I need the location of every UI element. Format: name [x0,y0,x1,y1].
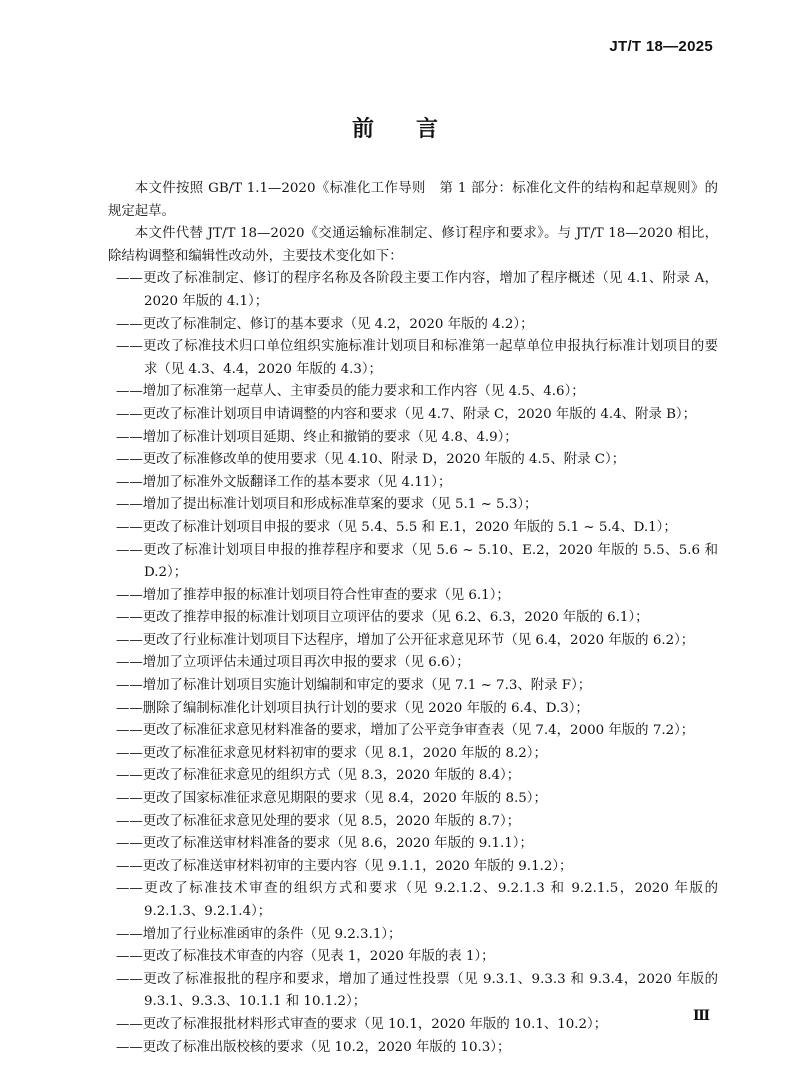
technical-changes-list [108,268,718,1059]
list-item: ——增加了提出标准计划项目和形成标准草案的要求（见 5.1 ~ 5.3）； [116,497,538,513]
list-item: ——更改了行业标准计划项目下达程序，增加了公开征求意见环节（见 6.4，2020 年版的 6.2）； [116,632,695,648]
list-item: ——增加了标准计划项目实施计划编制和审定的要求（见 7.1 ~ 7.3、附录 F）； [116,678,592,694]
list-item: ——更改了标准送审材料初审的主要内容（见 9.1.1，2020 年版的 9.1.2）； [116,858,573,874]
list-item: ——更改了标准计划项目申报的推荐程序和要求（见 5.6 ~ 5.10、E.2，2020 年版的 5.5、5.6 和 D.2）； [116,542,718,581]
list-item: ——更改了标准计划项目申请调整的内容和要求（见 4.7、附录 C，2020 年版的 4.4、附录 B）； [116,406,697,422]
list-item: ——增加了立项评估未通过项目再次申报的要求（见 6.6）； [116,655,470,671]
list-item: ——更改了标准技术审查的组织方式和要求（见 9.2.1.2、9.2.1.3 和 9.2.1.5，2020 年版的 9.2.1.3、9.2.1.4）； [116,881,718,919]
page-title: 前言 [351,117,480,142]
list-item: ——删除了编制标准化计划项目执行计划的要求（见 2020 年版的 6.4、D.3）； [116,700,589,716]
page-number: Ⅲ [692,1008,710,1024]
list-item: ——增加了推荐申报的标准计划项目符合性审查的要求（见 6.1）； [116,587,510,603]
paragraph-drafting-basis: 本文件按照 GB/T 1.1—2020《标准化工作导则 第 1 部分：标准化文件的结构和起草规则》的规定起草。 [108,181,718,219]
body-text [108,178,718,1059]
list-item: ——更改了标准出版校核的要求（见 10.2，2020 年版的 10.3）； [116,1039,511,1055]
list-item: ——更改了标准修改单的使用要求（见 4.10、附录 D，2020 年版的 4.5、附录 C）； [116,452,626,468]
list-item: ——增加了标准外文版翻译工作的基本要求（见 4.11）； [116,474,452,490]
list-item: ——更改了标准计划项目申报的要求（见 5.4、5.5 和 E.1，2020 年版的 5.1 ~ 5.4、D.1）； [116,519,677,535]
list-item: ——更改了标准技术归口单位组织实施标准计划项目和标准第一起草单位申报执行标准计划项目的要求（见 4.3、4.4，2020 年版的 4.3）； [116,339,718,377]
list-item: ——增加了标准计划项目延期、终止和撤销的要求（见 4.8、4.9）； [116,429,518,445]
list-item: ——更改了标准征求意见材料准备的要求，增加了公平竞争审查表（见 7.4，2000 年版的 7.2）； [116,723,695,739]
paragraph-replacement: 本文件代替 JT/T 18—2020《交通运输标准制定、修订程序和要求》。与 JT/T 18—2020 相比，除结构调整和编辑性改动外，主要技术变化如下： [108,226,718,264]
list-item: ——更改了标准送审材料准备的要求（见 8.6，2020 年版的 9.1.1）； [116,836,533,852]
list-item: ——增加了行业标准函审的条件（见 9.2.3.1）； [116,926,402,942]
list-item: ——更改了标准征求意见处理的要求（见 8.5，2020 年版的 8.7）； [116,813,521,829]
list-item: ——更改了标准报批材料形式审查的要求（见 10.1，2020 年版的 10.1、10.2）； [116,1016,608,1032]
list-item: ——更改了标准报批的程序和要求，增加了通过性投票（见 9.3.1、9.3.3 和 9.3.4，2020 年版的 9.3.1、9.3.3、10.1.1 和 10.1.2）； [116,971,718,1010]
list-item: ——更改了标准技术审查的内容（见表 1，2020 年版的表 1）； [116,949,495,965]
document-code: JT/T 18—2025 [609,38,713,55]
list-item: ——更改了标准制定、修订的程序名称及各阶段主要工作内容，增加了程序概述（见 4.1、附录 A，2020 年版的 4.1）； [116,271,718,309]
list-item: ——更改了标准征求意见材料初审的要求（见 8.1，2020 年版的 8.2）； [116,745,547,761]
list-item: ——增加了标准第一起草人、主审委员的能力要求和工作内容（见 4.5、4.6）； [116,384,585,400]
list-item: ——更改了推荐申报的标准计划项目立项评估的要求（见 6.2、6.3，2020 年版的 6.1）； [116,610,649,626]
list-item: ——更改了标准制定、修订的基本要求（见 4.2，2020 年版的 4.2）； [116,316,534,332]
list-item: ——更改了国家标准征求意见期限的要求（见 8.4，2020 年版的 8.5）； [116,791,547,807]
list-item: ——更改了标准征求意见的组织方式（见 8.3，2020 年版的 8.4）； [116,768,521,784]
